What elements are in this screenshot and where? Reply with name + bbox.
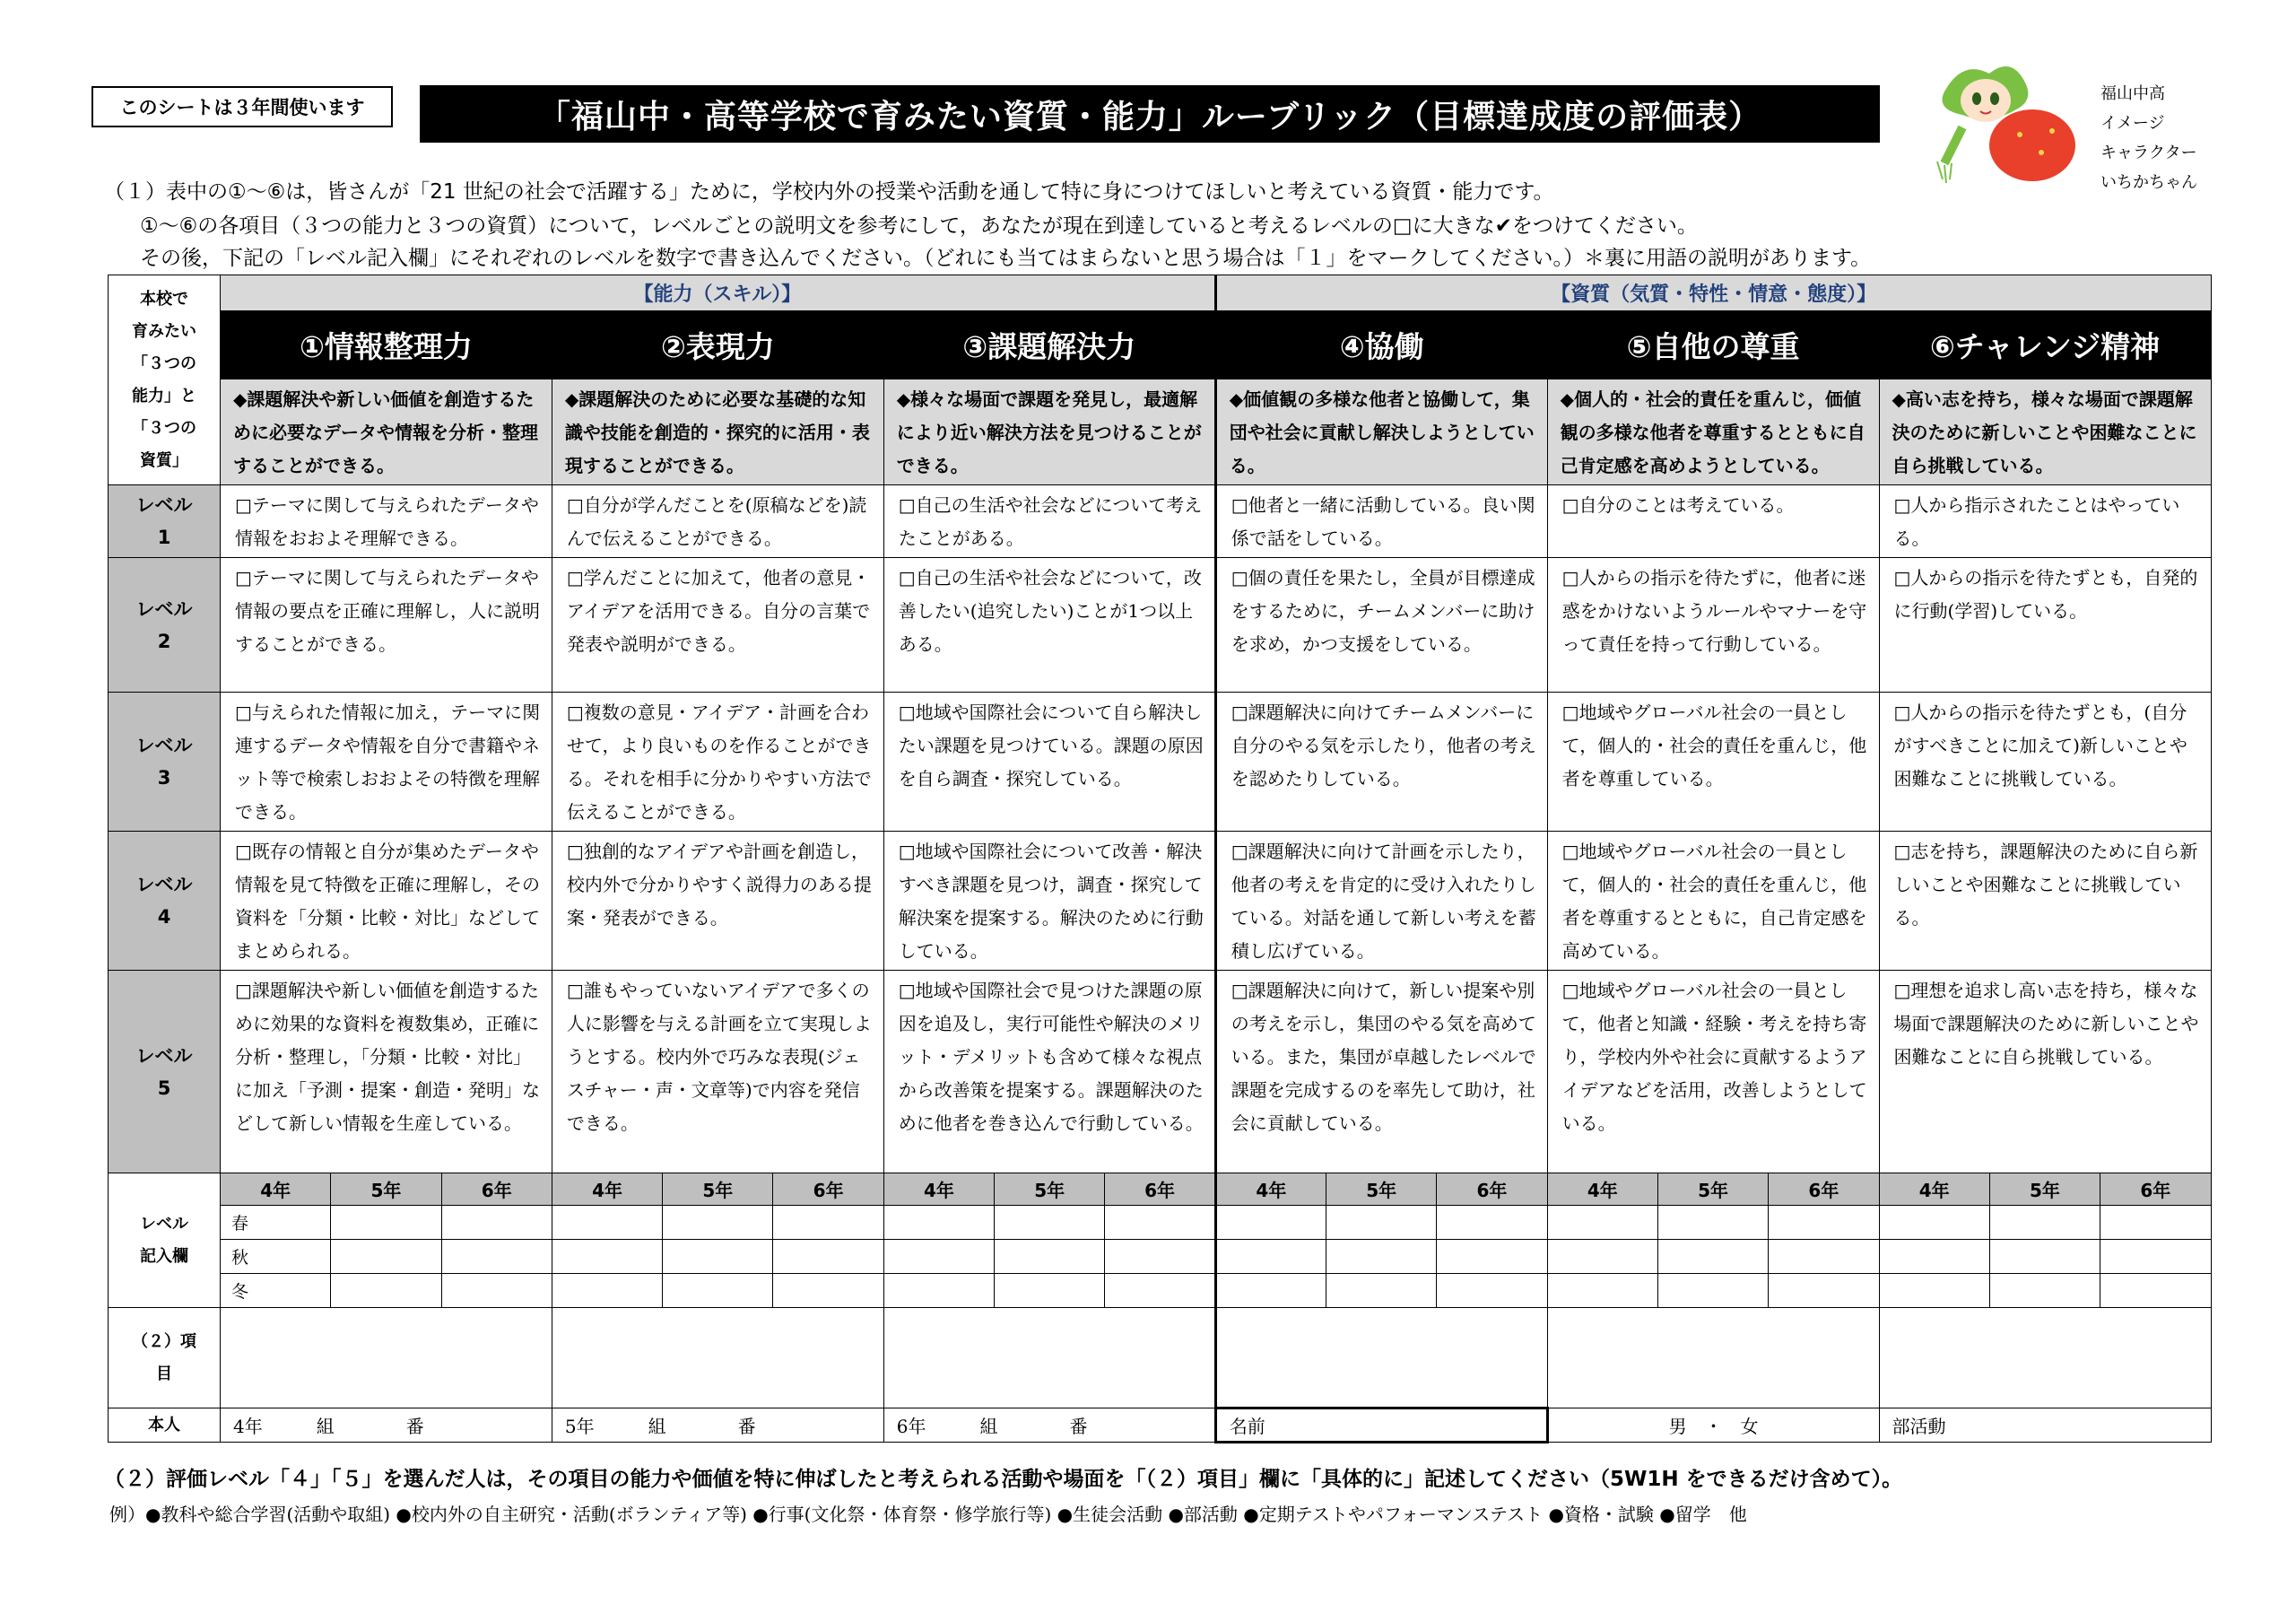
season-cell[interactable]: 秋 (221, 1240, 331, 1274)
year-header: 5年 (331, 1173, 441, 1206)
level-cell[interactable]: □自己の生活や社会などについて考えたことがある。 (883, 485, 1215, 558)
record-cell[interactable] (773, 1206, 883, 1240)
record-cell[interactable] (1547, 1240, 1657, 1274)
record-cell[interactable] (1105, 1206, 1215, 1240)
left-header-line: 「３つの (132, 353, 196, 373)
item-entry[interactable] (1215, 1308, 1547, 1408)
competency-description: ◆価値観の多様な他者と協働して，集団や社会に貢献し解決しようとしている。 (1215, 379, 1547, 485)
year-header: 4年 (1215, 1173, 1326, 1206)
level-cell[interactable]: □自分のことは考えている。 (1547, 485, 1879, 558)
mascot-caption-line: イメージ (2100, 114, 2165, 133)
level-cell[interactable]: □課題解決や新しい価値を創造するために効果的な資料を複数集め，正確に分析・整理し，「分類・比較・対比」に加え「予測・提案・創造・発明」などして新しい情報を生産している。 (221, 971, 552, 1173)
level-cell[interactable]: □課題解決に向けて，新しい提案や別の考えを示し，集団のやる気を高めている。また，集団が卓越したレベルで課題を完成するのを率先して助け，社会に貢献している。 (1215, 971, 1547, 1173)
level-cell[interactable]: □学んだことに加えて，他者の意見・アイデアを活用できる。自分の言葉で発表や説明ができる。 (552, 558, 883, 693)
record-cell[interactable] (552, 1206, 662, 1240)
record-cell[interactable] (1437, 1274, 1547, 1308)
level-cell[interactable]: □地域やグローバル社会の一員として，個人的・社会的責任を重んじ，他者を尊重するとともに，自己肯定感を高めている。 (1547, 832, 1879, 971)
level-cell[interactable]: □地域や国際社会について改善・解決すべき課題を見つけ，調査・探究して解決案を提案する。解決のために行動している。 (883, 832, 1215, 971)
level-label (109, 558, 221, 693)
record-cell[interactable] (552, 1274, 662, 1308)
competency-name: ①情報整理力 (221, 311, 552, 379)
level-cell[interactable]: □志を持ち，課題解決のために自ら新しいことや困難なことに挑戦している。 (1879, 832, 2211, 971)
level-cell[interactable]: □複数の意見・アイデア・計画を合わせて，より良いものを作ることができる。それを相手に分かりやすい方法で伝えることができる。 (552, 693, 883, 832)
competency-name: ②表現力 (552, 311, 883, 379)
record-cell[interactable] (1215, 1274, 1326, 1308)
record-cell[interactable] (883, 1274, 994, 1308)
record-cell[interactable] (441, 1240, 552, 1274)
record-cell[interactable] (2100, 1240, 2211, 1274)
level-cell[interactable]: □理想を追求し高い志を持ち，様々な場面で課題解決のために新しいことや困難なことに自ら挑戦している。 (1879, 971, 2211, 1173)
record-cell[interactable] (1769, 1274, 1879, 1308)
record-season-row (109, 1206, 2212, 1240)
level-label (109, 971, 221, 1173)
year-header: 6年 (1769, 1173, 1879, 1206)
record-cell[interactable] (331, 1240, 441, 1274)
record-cell[interactable] (1437, 1206, 1547, 1240)
level-number: 2 (157, 630, 171, 652)
record-cell[interactable] (1547, 1206, 1657, 1240)
record-cell[interactable] (1879, 1206, 1989, 1240)
record-cell[interactable] (1657, 1206, 1768, 1240)
gender-field[interactable]: 男 ・ 女 (1547, 1408, 1879, 1443)
record-cell[interactable] (1547, 1274, 1657, 1308)
record-cell[interactable] (1326, 1274, 1437, 1308)
record-cell[interactable] (331, 1206, 441, 1240)
record-cell[interactable] (1326, 1240, 1437, 1274)
level-cell[interactable]: □個の責任を果たし，全員が目標達成をするために，チームメンバーに助けを求め，かつ支援をしている。 (1215, 558, 1547, 693)
year-header: 6年 (773, 1173, 883, 1206)
year-header: 5年 (1989, 1173, 2100, 1206)
left-header (109, 275, 221, 485)
left-header-line: 「３つの (132, 418, 196, 438)
mascot-caption (2100, 79, 2197, 197)
record-season-row (109, 1240, 2212, 1274)
year-header: 5年 (663, 1173, 773, 1206)
level-cell[interactable]: □課題解決に向けてチームメンバーに自分のやる気を示したり，他者の考えを認めたりしている。 (1215, 693, 1547, 832)
item-label (109, 1308, 221, 1408)
level-cell[interactable]: □既存の情報と自分が集めたデータや情報を見て特徴を正確に理解し，その資料を「分類・比較・対比」などしてまとめられる。 (221, 832, 552, 971)
mascot-caption-line: 福山中高 (2100, 84, 2165, 103)
year-header: 6年 (1105, 1173, 1215, 1206)
record-cell[interactable] (773, 1274, 883, 1308)
record-cell[interactable] (552, 1240, 662, 1274)
record-cell[interactable] (1657, 1240, 1768, 1274)
level-cell[interactable]: □独創的なアイデアや計画を創造し，校内外で分かりやすく説得力のある提案・発表ができる。 (552, 832, 883, 971)
competency-name: ⑤自他の尊重 (1547, 311, 1879, 379)
record-cell[interactable] (883, 1240, 994, 1274)
person-label: 本人 (109, 1408, 221, 1443)
season-cell[interactable]: 春 (221, 1206, 331, 1240)
item-label-line: （２）項 (132, 1331, 196, 1351)
instruction-2: ①～⑥の各項目（３つの能力と３つの資質）について，レベルごとの説明文を参考にして，あなたが現在到達していると考えるレベルの□に大きな✔をつけてください。 (140, 214, 1698, 238)
record-cell[interactable] (1105, 1274, 1215, 1308)
year-header: 6年 (441, 1173, 552, 1206)
level-word: レベル (135, 494, 193, 516)
record-cell[interactable] (883, 1206, 994, 1240)
competency-description: ◆課題解決や新しい価値を創造するために必要なデータや情報を分析・整理することができる。 (221, 379, 552, 485)
competency-description: ◆個人的・社会的責任を重んじ，価値観の多様な他者を尊重するとともに自己肯定感を高めようとしている。 (1547, 379, 1879, 485)
record-cell[interactable] (1879, 1274, 1989, 1308)
level-cell[interactable]: □人からの指示を待たずに，他者に迷惑をかけないようルールやマナーを守って責任を持って行動している。 (1547, 558, 1879, 693)
item-entry[interactable] (221, 1308, 552, 1408)
year-header: 5年 (1326, 1173, 1437, 1206)
record-year-row (109, 1173, 2212, 1206)
level-cell[interactable]: □自己の生活や社会などについて，改善したい(追究したい)ことが1つ以上ある。 (883, 558, 1215, 693)
record-cell[interactable] (663, 1274, 773, 1308)
level-cell[interactable]: □誰もやっていないアイデアで多くの人に影響を与える計画を立て実現しようとする。校内外で巧みな表現(ジェスチャー・声・文章等)で内容を発信できる。 (552, 971, 883, 1173)
record-label-line: レベル (140, 1214, 188, 1234)
class-number-field[interactable]: 6年 組 番 (883, 1408, 1215, 1443)
level-row (109, 558, 2212, 693)
level-label (109, 693, 221, 832)
level-cell[interactable]: □テーマに関して与えられたデータや情報をおおよそ理解できる。 (221, 485, 552, 558)
record-label (109, 1173, 221, 1308)
person-row (109, 1408, 2212, 1443)
mascot-caption-line: キャラクター (2100, 144, 2197, 162)
competency-name: ⑥チャレンジ精神 (1879, 311, 2211, 379)
record-cell[interactable] (995, 1240, 1105, 1274)
year-header: 4年 (1547, 1173, 1657, 1206)
record-cell[interactable] (1879, 1240, 1989, 1274)
item-label-line: 目 (156, 1364, 172, 1383)
competency-name: ③課題解決力 (883, 311, 1215, 379)
record-cell[interactable] (441, 1206, 552, 1240)
mascot-caption-line: いちかちゃん (2100, 173, 2197, 192)
level-number: 4 (157, 906, 171, 928)
level-cell[interactable]: □人からの指示を待たずとも，自発的に行動(学習)している。 (1879, 558, 2211, 693)
record-cell[interactable] (1989, 1240, 2100, 1274)
item-entry[interactable] (552, 1308, 883, 1408)
year-header: 5年 (995, 1173, 1105, 1206)
level-cell[interactable]: □地域やグローバル社会の一員として，他者と知識・経験・考えを持ち寄り，学校内外や社会に貢献するようアイデアなどを活用，改善しようとしている。 (1547, 971, 1879, 1173)
level-number: 1 (157, 527, 171, 548)
ability-group-header: 【能力（スキル）】 (221, 275, 1216, 311)
level-word: レベル (135, 1044, 193, 1067)
year-header: 6年 (2100, 1173, 2211, 1206)
record-cell[interactable] (1989, 1274, 2100, 1308)
year-header: 6年 (1437, 1173, 1547, 1206)
bottom-instruction: （２）評価レベル「４」「５」を選んだ人は，その項目の能力や価値を特に伸ばしたと考えられる活動や場面を「（２）項目」欄に「具体的に」記述してください（5W1H をできるだけ含めて）。 (104, 1468, 1903, 1491)
season-cell[interactable]: 冬 (221, 1274, 331, 1308)
level-cell[interactable]: □地域やグローバル社会の一員として，個人的・社会的責任を重んじ，他者を尊重している。 (1547, 693, 1879, 832)
record-cell[interactable] (1215, 1206, 1326, 1240)
record-cell[interactable] (1326, 1206, 1437, 1240)
item-entry[interactable] (1547, 1308, 1879, 1408)
level-cell[interactable]: □地域や国際社会で見つけた課題の原因を追及し，実行可能性や解決のメリット・デメリットも含めて様々な視点から改善策を提案する。課題解決のために他者を巻き込んで行動している。 (883, 971, 1215, 1173)
record-cell[interactable] (1769, 1240, 1879, 1274)
year-header: 4年 (221, 1173, 331, 1206)
record-cell[interactable] (1989, 1206, 2100, 1240)
record-cell[interactable] (1657, 1274, 1768, 1308)
level-cell[interactable]: □他者と一緒に活動している。良い関係で話をしている。 (1215, 485, 1547, 558)
record-cell[interactable] (995, 1206, 1105, 1240)
record-cell[interactable] (773, 1240, 883, 1274)
record-season-row (109, 1274, 2212, 1308)
level-row (109, 832, 2212, 971)
record-cell[interactable] (663, 1206, 773, 1240)
competency-description: ◆様々な場面で課題を発見し，最適解により近い解決方法を見つけることができる。 (883, 379, 1215, 485)
record-cell[interactable] (2100, 1274, 2211, 1308)
quality-group-header: 【資質（気質・特性・情意・態度）】 (1215, 275, 2211, 311)
competency-name: ④協働 (1215, 311, 1547, 379)
record-cell[interactable] (995, 1274, 1105, 1308)
level-cell[interactable]: □人から指示されたことはやっている。 (1879, 485, 2211, 558)
level-number: 3 (157, 767, 171, 789)
competency-description: ◆高い志を持ち，様々な場面で課題解決のために新しいことや困難なことに自ら挑戦している。 (1879, 379, 2211, 485)
level-cell[interactable]: □人からの指示を待たずとも，(自分がすべきことに加えて)新しいことや困難なことに挑戦している。 (1879, 693, 2211, 832)
level-label (109, 485, 221, 558)
bottom-examples: 例）●教科や総合学習(活動や取組) ●校内外の自主研究・活動(ボランティア等) ●行事(文化祭・体育祭・修学旅行等) ●生徒会活動 ●部活動 ●定期テストやパフォーマンステスト ●資格・試験 ●留学 他 (109, 1504, 1747, 1525)
level-row (109, 485, 2212, 558)
record-cell[interactable] (1769, 1206, 1879, 1240)
class-number-field[interactable]: 4年 組 番 (221, 1408, 552, 1443)
year-header: 4年 (1879, 1173, 1989, 1206)
notice-box: このシートは３年間使います (91, 86, 393, 127)
left-header-line: 育みたい (132, 321, 196, 341)
left-header-line: 本校で (140, 289, 188, 309)
left-header-line: 資質」 (140, 450, 188, 470)
name-field[interactable]: 名前 (1215, 1408, 1547, 1443)
level-word: レベル (135, 597, 193, 620)
record-label-line: 記入欄 (140, 1246, 188, 1266)
instruction-3: その後，下記の「レベル記入欄」にそれぞれのレベルを数字で書き込んでください。（どれにも当てはまらないと思う場合は「１」をマークしてください。）＊裏に用語の説明があります。 (140, 247, 1872, 270)
record-cell[interactable] (331, 1274, 441, 1308)
level-cell[interactable]: □地域や国際社会について自ら解決したい課題を見つけている。課題の原因を自ら調査・探究している。 (883, 693, 1215, 832)
club-field[interactable]: 部活動 (1879, 1408, 2211, 1443)
record-cell[interactable] (663, 1240, 773, 1274)
record-cell[interactable] (441, 1274, 552, 1308)
record-cell[interactable] (2100, 1206, 2211, 1240)
level-word: レベル (135, 735, 193, 756)
record-cell[interactable] (1215, 1240, 1326, 1274)
level-row (109, 971, 2212, 1173)
item-entry[interactable] (883, 1308, 1215, 1408)
competency-description: ◆課題解決のために必要な基礎的な知識や技能を創造的・探究的に活用・表現することができる。 (552, 379, 883, 485)
level-label (109, 832, 221, 971)
item-entry[interactable] (1879, 1308, 2211, 1408)
level-cell[interactable]: □課題解決に向けて計画を示したり，他者の考えを肯定的に受け入れたりしている。対話を通して新しい考えを蓄積し広げている。 (1215, 832, 1547, 971)
class-number-field[interactable]: 5年 組 番 (552, 1408, 883, 1443)
left-header-line: 能力」と (132, 386, 196, 406)
year-header: 5年 (1657, 1173, 1768, 1206)
level-row (109, 693, 2212, 832)
level-cell[interactable]: □与えられた情報に加え，テーマに関連するデータや情報を自分で書籍やネット等で検索しおおよその特徴を理解できる。 (221, 693, 552, 832)
level-cell[interactable]: □テーマに関して与えられたデータや情報の要点を正確に理解し，人に説明することができる。 (221, 558, 552, 693)
rubric-table (108, 275, 2210, 1437)
instruction-1: （１）表中の①～⑥は，皆さんが「21 世紀の社会で活躍する」ために，学校内外の授業や活動を通して特に身につけてほしいと考えている資質・能力です。 (104, 180, 1554, 204)
record-cell[interactable] (1105, 1240, 1215, 1274)
level-cell[interactable]: □自分が学んだことを(原稿などを)読んで伝えることができる。 (552, 485, 883, 558)
level-word: レベル (135, 874, 193, 895)
page-title: 「福山中・高等学校で育みたい資質・能力」ルーブリック（目標達成度の評価表） (420, 85, 1880, 143)
year-header: 4年 (883, 1173, 994, 1206)
record-cell[interactable] (1437, 1240, 1547, 1274)
mascot-character-icon (1926, 56, 2088, 188)
item-row (109, 1308, 2212, 1408)
year-header: 4年 (552, 1173, 662, 1206)
level-number: 5 (157, 1077, 171, 1099)
